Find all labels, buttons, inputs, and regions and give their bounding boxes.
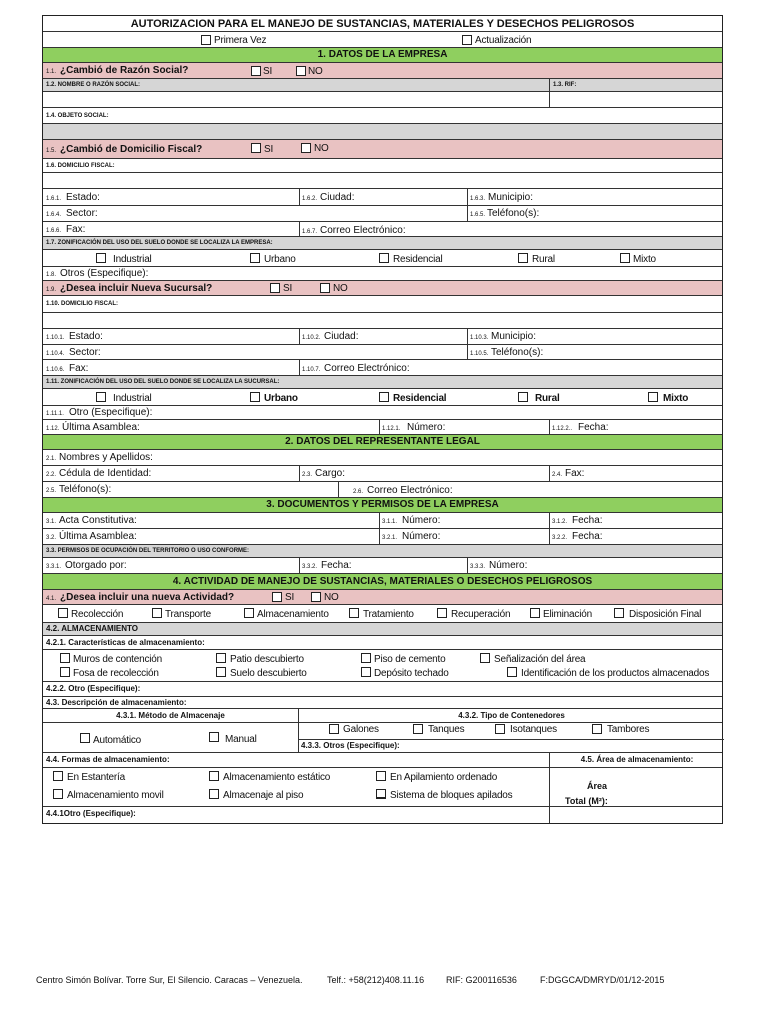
rep-telefono-field[interactable] [43,482,338,497]
doc-asamblea-label: Última Asamblea: [59,531,137,542]
formas-label: 4.4. Formas de almacenamiento: [46,755,170,764]
asamblea-numero-field[interactable] [379,420,549,434]
rif-label: 1.3. RIF: [553,82,577,88]
asamblea-number: 1.12. [46,426,60,432]
doc-asamblea-number: 3.2. [46,535,57,541]
q19-number: 1.9. [46,287,57,293]
section-1-header [43,48,722,63]
asamblea-numero-number: 1.12.1. [382,426,401,432]
fax-number: 1.6.6. [46,228,62,234]
rep-correo-field[interactable] [338,482,724,497]
disposicion-checkbox[interactable] [614,608,624,618]
zonificacion-empresa-label-row [43,237,722,250]
rep-cargo-field[interactable] [299,466,549,481]
galones-label: Galones [343,724,379,735]
municipio-field[interactable] [467,189,724,205]
acta-numero-field[interactable] [379,513,549,528]
caracteristicas-label-row [43,636,722,650]
razon-si-label: SI [263,66,273,77]
sucursal-ciudad-number: 1.10.2. [302,335,321,341]
doc-asamblea-fecha-field[interactable] [549,529,724,544]
sucursal-si-label: SI [283,283,293,294]
asamblea-label: Última Asamblea: [62,422,140,433]
permiso-fecha-label: Fecha: [321,560,352,571]
sucursal-industrial-label: Industrial [113,393,152,404]
q15-label: ¿Cambió de Domicilio Fiscal? [60,144,203,155]
razon-no-label: NO [308,66,323,77]
almacenamiento-header: 4.2. ALMACENAMIENTO [46,624,139,633]
estatico-label: Almacenamiento estático [223,772,331,783]
fax-label: Fax: [66,224,86,235]
actividad-no-label: NO [324,592,339,603]
asamblea-numero-label: Número: [407,422,446,433]
piso-alm-label: Almacenaje al piso [223,790,304,801]
correo-number: 1.6.7. [302,229,318,235]
telefono-label: Teléfono(s): [487,208,540,219]
objeto-social-field[interactable] [43,124,722,140]
identificacion-label: Identificación de los productos almacenados [521,668,710,679]
tambores-label: Tambores [607,724,650,735]
permiso-numero-number: 3.3.3. [470,564,486,570]
otros-contenedores-label: 4.3.3. Otros (Especifique): [301,741,400,750]
industrial-checkbox[interactable] [96,253,106,263]
bloques-label: Sistema de bloques apilados [390,790,513,801]
rep-cedula-label: Cédula de Identidad: [59,468,152,479]
rep-cargo-label: Cargo: [315,468,346,479]
transporte-label: Transporte [165,609,211,620]
rep-correo-label: Correo Electrónico: [367,485,453,496]
sucursal-sector-label: Sector: [69,347,101,358]
rep-cedula-row [43,466,722,482]
sucursal-estado-number: 1.10.1. [46,335,65,341]
tratamiento-checkbox[interactable] [349,608,359,618]
formas-header-row [43,753,722,768]
rep-fax-label: Fax: [565,468,585,479]
doc-asamblea-numero-number: 3.2.1. [382,535,398,541]
rep-fax-field[interactable] [549,466,724,481]
authorization-form [42,15,723,824]
otros-number: 1.8. [46,272,57,278]
muros-checkbox[interactable] [60,653,70,663]
ciudad-field[interactable] [299,189,467,205]
q19-label: ¿Desea incluir Nueva Sucursal? [60,283,213,294]
sucursal-mixto-label: Mixto [663,393,689,404]
nombre-razon-label: 1.2. NOMBRE O RAZÓN SOCIAL: [46,82,141,88]
q-domicilio-row [43,140,722,159]
almacenamiento-header-row [43,623,722,636]
urbano-checkbox[interactable] [250,253,260,263]
rep-fax-number: 2.4. [552,472,563,478]
zonificacion-sucursal-label-row [43,376,722,389]
permiso-numero-label: Número: [489,560,528,571]
formas-otro-row [43,796,722,823]
senalizacion-checkbox[interactable] [480,653,490,663]
q11-number: 1.1. [46,69,57,75]
correo-field[interactable] [299,222,724,236]
isotanques-checkbox[interactable] [495,724,505,734]
nombre-rif-label-row [43,79,722,92]
form-title-row [43,16,722,32]
sucursal-fax-field[interactable] [43,360,299,375]
sector-number: 1.6.4. [46,212,62,218]
fax-field[interactable] [43,222,299,236]
tanques-checkbox[interactable] [413,724,423,734]
estatico-checkbox[interactable] [209,771,219,781]
sector-telefono-row [43,206,722,222]
acta-numero-number: 3.1.1. [382,519,398,525]
automatico-label: Automático [93,735,142,746]
sucursal-correo-label: Correo Electrónico: [324,363,410,374]
caracteristicas-otro-label: 4.2.2. Otro (Especifique): [46,684,141,693]
caracteristicas-options [43,650,722,682]
asamblea-fecha-label: Fecha: [578,422,609,433]
acta-fecha-label: Fecha: [572,515,603,526]
metodo-tipo-header-row [43,709,722,723]
apilamiento-checkbox[interactable] [376,771,386,781]
domicilio-sucursal-label-row [43,296,722,313]
sector-label: Sector: [66,208,98,219]
section-2-title: 2. DATOS DEL REPRESENTANTE LEGAL [285,436,480,447]
rep-nombres-number: 2.1. [46,456,57,462]
zonificacion-sucursal-options [43,389,722,406]
suelo-label: Suelo descubierto [230,668,307,679]
patio-label: Patio descubierto [230,654,304,665]
footer-rif: RIF: G200116536 [446,975,517,985]
acta-number: 3.1. [46,519,57,525]
rep-cedula-number: 2.2. [46,472,57,478]
tratamiento-label: Tratamiento [363,609,414,620]
section-3-header [43,498,722,513]
metodo-label: 4.3.1. Método de Almacenaje [116,711,225,720]
deposito-label: Depósito techado [374,668,449,679]
sucursal-telefono-label: Teléfono(s): [491,347,544,358]
rep-telefono-row [43,482,722,498]
sucursal-si-checkbox[interactable] [270,283,280,293]
domicilio-sucursal-label: 1.10. DOMICILIO FISCAL: [46,301,119,307]
sucursal-urbano-label: Urbano [264,393,298,404]
estanteria-label: En Estantería [67,772,125,783]
sucursal-estado-row [43,329,722,345]
sucursal-fax-row [43,360,722,376]
sucursal-residencial-checkbox[interactable] [379,392,389,402]
rep-telefono-label: Teléfono(s): [59,484,112,495]
zonificacion-empresa-label: 1.7. ZONIFICACIÓN DEL USO DEL SUELO DONDE SE LOCALIZA LA EMPRESA: [46,240,273,246]
senalizacion-label: Señalización del área [494,654,586,665]
manual-checkbox[interactable] [209,732,219,742]
otorgado-number: 3.3.1. [46,564,62,570]
caracteristicas-label: 4.2.1. Características de almacenamiento: [46,638,205,647]
domicilio-si-checkbox[interactable] [251,143,261,153]
otros-label: Otros (Especifique): [60,268,149,279]
q15-number: 1.5. [46,148,57,154]
sucursal-urbano-checkbox[interactable] [250,392,260,402]
sucursal-industrial-checkbox[interactable] [96,392,106,402]
permisos-label-row [43,545,722,558]
razon-no-checkbox[interactable] [296,66,306,76]
request-type-row [43,32,722,48]
industrial-label: Industrial [113,254,152,265]
tanques-label: Tanques [428,724,465,735]
sucursal-sector-number: 1.10.4. [46,351,65,357]
area-total-label: Total (M²): [565,796,608,806]
doc-asamblea-numero-label: Número: [402,531,441,542]
rural-checkbox[interactable] [518,253,528,263]
fosa-checkbox[interactable] [60,667,70,677]
fosa-label: Fosa de recolección [73,668,159,679]
doc-asamblea-fecha-label: Fecha: [572,531,603,542]
isotanques-label: Isotanques [510,724,557,735]
zonificacion-empresa-options [43,250,722,267]
q-actividad-row [43,590,722,605]
piso-checkbox[interactable] [361,653,371,663]
footer-code: F:DGGCA/DMRYD/01/12-2015 [540,975,665,985]
sector-field[interactable] [43,206,467,221]
formas-otro-field[interactable] [43,807,549,823]
acta-field[interactable] [43,513,379,528]
sucursal-correo-field[interactable] [299,360,724,375]
piso-alm-checkbox[interactable] [209,789,219,799]
correo-label: Correo Electrónico: [320,225,406,236]
telefono-number: 1.6.5. [470,212,486,218]
footer-telf: Telf.: +58(212)408.11.16 [327,975,425,985]
descripcion-label: 4.3. Descripción de almacenamiento: [46,698,187,707]
suelo-checkbox[interactable] [216,667,226,677]
razon-si-checkbox[interactable] [251,66,261,76]
formas-options-row [43,768,722,807]
muros-label: Muros de contención [73,654,163,665]
sucursal-municipio-label: Municipio: [491,331,537,342]
doc-asamblea-row [43,529,722,545]
piso-label: Piso de cemento [374,654,446,665]
sucursal-otro-field[interactable] [43,406,722,420]
identificacion-checkbox[interactable] [507,667,517,677]
q11-label: ¿Cambió de Razón Social? [60,65,189,76]
rif-field[interactable] [549,92,724,107]
sucursal-estado-label: Estado: [69,331,103,342]
section-1-title: 1. DATOS DE LA EMPRESA [317,49,448,60]
municipio-number: 1.6.3. [470,196,486,202]
almacenamiento-checkbox[interactable] [244,608,254,618]
formas-otro-label: 4.4.1Otro (Especifique): [46,809,136,818]
primera-vez-checkbox[interactable] [201,35,211,45]
actividad-si-label: SI [285,592,295,603]
sucursal-mixto-checkbox[interactable] [648,392,658,402]
sucursal-rural-label: Rural [535,393,560,404]
telefono-field[interactable] [467,206,724,221]
acta-fecha-number: 3.1.2. [552,519,568,525]
bloques-checkbox[interactable] [376,789,386,799]
almacenamiento-label: Almacenamiento [257,609,329,620]
sucursal-residencial-label: Residencial [393,393,447,404]
permiso-fecha-number: 3.3.2. [302,564,318,570]
recoleccion-checkbox[interactable] [58,608,68,618]
municipio-label: Municipio: [488,192,534,203]
sucursal-estado-field[interactable] [43,329,299,344]
actualizacion-checkbox[interactable] [462,35,472,45]
otorgado-label: Otorgado por: [65,560,127,571]
apilamiento-label: En Apilamiento ordenado [390,772,498,783]
doc-asamblea-field[interactable] [43,529,379,544]
q-sucursal-row [43,281,722,296]
domicilio-fiscal-label: 1.6. DOMICILIO FISCAL: [46,163,115,169]
q41-label: ¿Desea incluir una nueva Actividad? [60,592,235,603]
actividades-options [43,605,722,623]
area-word: Área [587,781,608,791]
doc-asamblea-numero-field[interactable] [379,529,549,544]
primera-vez-label: Primera Vez [214,35,267,46]
nombre-razon-field[interactable] [43,92,549,107]
estado-ciudad-row [43,189,722,206]
sucursal-no-checkbox[interactable] [320,283,330,293]
rep-nombres-label: Nombres y Apellidos: [59,452,153,463]
patio-checkbox[interactable] [216,653,226,663]
domicilio-no-checkbox[interactable] [301,143,311,153]
ciudad-label: Ciudad: [320,192,355,203]
recoleccion-label: Recolección [71,609,124,620]
rep-correo-number: 2.6. [353,489,364,495]
nombre-rif-input-row [43,92,722,108]
domicilio-sucursal-field[interactable] [43,313,722,329]
permiso-fecha-field[interactable] [299,558,467,573]
actualizacion-label: Actualización [475,35,532,46]
ultima-asamblea-row [43,420,722,435]
residencial-checkbox[interactable] [379,253,389,263]
sucursal-telefono-field[interactable] [467,345,724,359]
urbano-label: Urbano [264,254,296,265]
domicilio-fiscal-label-row [43,159,722,173]
doc-asamblea-fecha-number: 3.2.2. [552,535,568,541]
fax-correo-row [43,222,722,237]
sucursal-rural-checkbox[interactable] [518,392,528,402]
sucursal-correo-number: 1.10.7. [302,367,321,373]
estanteria-checkbox[interactable] [53,771,63,781]
automatico-checkbox[interactable] [80,733,90,743]
sucursal-sector-row [43,345,722,360]
sucursal-ciudad-field[interactable] [299,329,467,344]
descripcion-label-row [43,697,722,709]
actividad-no-checkbox[interactable] [311,592,321,602]
rep-cargo-number: 2.3. [302,472,313,478]
area-label: 4.5. Área de almacenamiento: [580,755,694,764]
tipo-contenedores-label: 4.3.2. Tipo de Contenedores [458,711,565,720]
metodo-tipo-options-row [43,723,722,753]
galones-checkbox[interactable] [329,724,339,734]
sucursal-otro-number: 1.11.1. [46,411,64,417]
manual-label: Manual [225,734,257,745]
acta-row [43,513,722,529]
ciudad-number: 1.6.2. [302,196,318,202]
recuperacion-checkbox[interactable] [437,608,447,618]
domicilio-si-label: SI [264,144,274,155]
sucursal-sector-field[interactable] [43,345,467,359]
section-4-title: 4. ACTIVIDAD DE MANEJO DE SUSTANCIAS, MATERIALES O DESECHOS PELIGROSOS [172,576,593,587]
estado-field[interactable] [43,189,299,205]
sucursal-fax-number: 1.10.6. [46,367,65,373]
recuperacion-label: Recuperación [451,609,511,620]
permisos-label: 3.3. PERMISOS DE OCUPACIÓN DEL TERRITORIO O USO CONFORME: [46,548,250,554]
domicilio-no-label: NO [314,143,329,154]
section-4-header [43,574,722,590]
otorgado-row [43,558,722,574]
acta-numero-label: Número: [402,515,441,526]
domicilio-fiscal-field[interactable] [43,173,722,189]
q41-number: 4.1. [46,596,57,602]
sucursal-municipio-number: 1.10.3. [470,335,489,341]
rep-telefono-number: 2.5. [46,488,57,494]
movil-checkbox[interactable] [53,789,63,799]
estado-label: Estado: [66,192,100,203]
transporte-checkbox[interactable] [152,608,162,618]
objeto-social-row [43,108,722,124]
caracteristicas-otro-field[interactable] [43,682,722,697]
asamblea-fecha-number: 1.12.2.. [552,426,573,432]
form-title: AUTORIZACION PARA EL MANEJO DE SUSTANCIAS, MATERIALES Y DESECHOS PELIGROSOS [130,18,635,30]
section-2-header [43,435,722,450]
rep-nombres-field[interactable] [43,450,722,466]
acta-fecha-field[interactable] [549,513,724,528]
otorgado-field[interactable] [43,558,299,573]
disposicion-label: Disposición Final [629,609,702,620]
residencial-label: Residencial [393,254,443,265]
objeto-social-label: 1.4. OBJETO SOCIAL: [46,113,109,119]
section-3-title: 3. DOCUMENTOS Y PERMISOS DE LA EMPRESA [266,499,499,510]
movil-label: Almacenamiento movil [67,790,164,801]
estado-number: 1.6.1. [46,196,62,202]
eliminacion-checkbox[interactable] [530,608,540,618]
tambores-checkbox[interactable] [592,724,602,734]
sucursal-municipio-field[interactable] [467,329,724,344]
sucursal-no-label: NO [333,283,348,294]
sucursal-telefono-number: 1.10.5. [470,351,489,357]
asamblea-fecha-field[interactable] [549,420,724,434]
zonificacion-sucursal-label: 1.11. ZONIFICACIÓN DEL USO DEL SUELO DONDE SE LOCALIZA LA SUCURSAL: [46,379,280,385]
asamblea-field[interactable] [43,420,379,434]
mixto-checkbox[interactable] [620,253,630,263]
sucursal-ciudad-label: Ciudad: [324,331,359,342]
permiso-numero-field[interactable] [467,558,724,573]
rep-cedula-field[interactable] [43,466,299,481]
otros-contenedores-field[interactable] [299,739,724,752]
deposito-checkbox[interactable] [361,667,371,677]
rural-label: Rural [532,254,555,265]
eliminacion-label: Eliminación [543,609,592,620]
mixto-label: Mixto [633,254,656,265]
q-razon-social-row [43,63,722,79]
otros-empresa-field[interactable] [43,267,722,281]
sucursal-otro-label: Otro (Especifique): [69,407,153,418]
footer-address: Centro Simón Bolívar. Torre Sur, El Silencio. Caracas – Venezuela. [36,975,303,985]
actividad-si-checkbox[interactable] [272,592,282,602]
sucursal-fax-label: Fax: [69,363,89,374]
acta-label: Acta Constitutiva: [59,515,137,526]
